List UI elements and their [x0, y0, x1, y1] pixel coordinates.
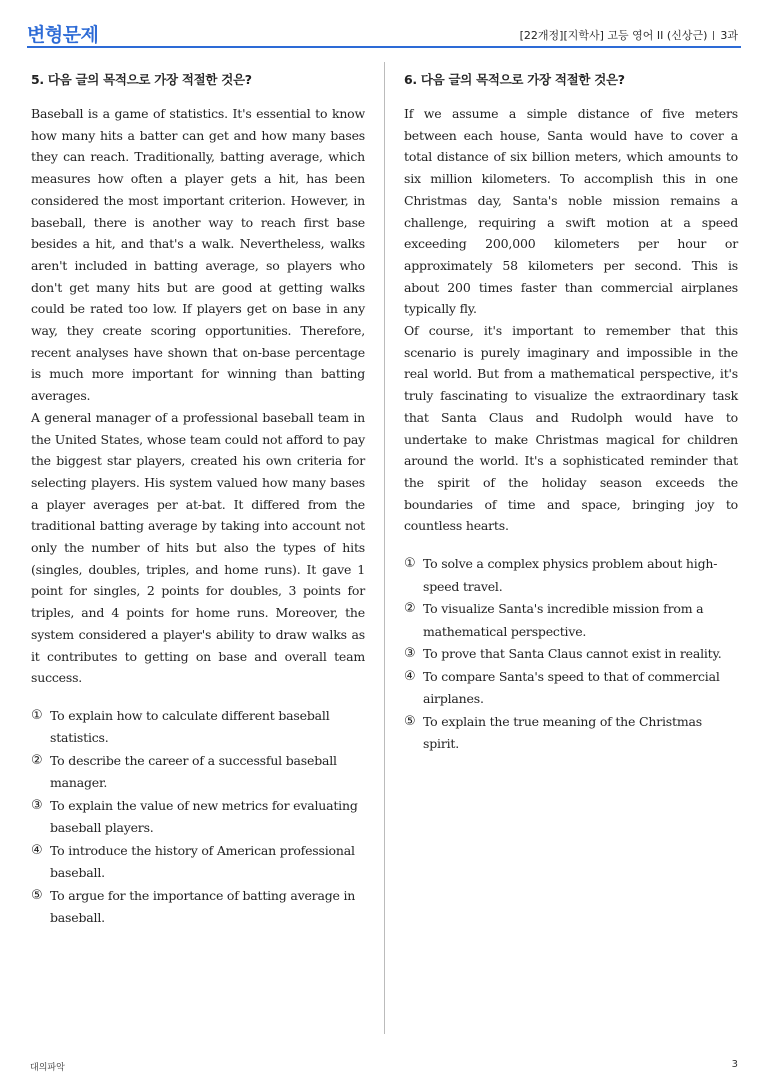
passage-paragraph: A general manager of a professional baseball team in the United States, whose team could not afford to pay the biggest star players, created his own criteria for selecting players. His system valued how many bases a player averages per at-bat. It differed from the traditional batting average by taking into account not only the number of hits but also the types of hits (singles, doubles, triples, and home runs). It gave 1 point for singles, 2 points for doubles, 3 points for triples, and 4 points for home runs. Moreover, the system considered a player's ability to draw walks as it contributes to getting on base and overall team success.: [31, 409, 365, 686]
choice-text: To describe the career of a successful baseball manager.: [50, 752, 337, 791]
choice-number: ④: [404, 668, 416, 684]
answer-choice[interactable]: [404, 598, 738, 643]
lesson-number: 3과: [720, 29, 738, 42]
passage-paragraph: Of course, it's important to remember that this scenario is purely imaginary and impossible in the real world. But from a mathematical perspective, it's truly fascinating to visualize the extraordinary task that Santa Claus and Rudolph would have to undertake to make Christmas magical for children around the world. It's a sophisticated reminder that the spirit of the holiday season exceeds the boundaries of time and space, bringing joy to countless hearts.: [404, 323, 738, 534]
textbook-info: [22개정][지학사] 고등 영어 II (신상근): [519, 29, 708, 42]
choice-text: To prove that Santa Claus cannot exist in reality.: [423, 646, 722, 662]
choice-text: To compare Santa's speed to that of commercial airplanes.: [423, 668, 720, 707]
choice-number: ④: [31, 842, 43, 858]
page-number: 3: [731, 1059, 738, 1070]
passage-paragraph: Baseball is a game of statistics. It's essential to know how many hits a batter can get and how many bases they can reach. Traditionally, batting average, which measures how often a player gets a hit, has been considered the most important criterion. However, in baseball, there is another way to reach first base besides a hit, and that's a walk. Nevertheless, walks aren't included in batting average, so players who don't get many hits but are good at getting walks could be rated too low. If players get on base in any way, they create scoring opportunities. Therefore, recent analyses have shown that on-base percentage is much more important for winning than batting averages.: [31, 106, 365, 404]
answer-choice[interactable]: [31, 840, 365, 885]
footer-category: 대의파악: [30, 1063, 65, 1073]
answer-choice[interactable]: [404, 666, 738, 711]
question-6: [404, 70, 738, 756]
choice-number: ②: [31, 752, 43, 768]
page-header-meta: [520, 27, 738, 43]
question-5-title: 5. 다음 글의 목적으로 가장 적절한 것은?: [31, 72, 252, 87]
answer-choice[interactable]: [404, 711, 738, 756]
page-header-title: 변형문제: [27, 24, 99, 46]
question-5-passage: [31, 103, 365, 689]
choice-text: To visualize Santa's incredible mission from a mathematical perspective.: [423, 601, 704, 639]
question-5-choices: [31, 705, 365, 930]
answer-choice[interactable]: [31, 705, 365, 750]
choice-text: To explain how to calculate different baseball statistics.: [50, 707, 330, 746]
answer-choice[interactable]: [31, 750, 365, 795]
answer-choice[interactable]: [31, 885, 365, 930]
choice-number: ⑤: [31, 887, 43, 903]
choice-text: To solve a complex physics problem about high-speed travel.: [423, 556, 718, 594]
choice-text: To argue for the importance of batting average in baseball.: [50, 887, 356, 926]
question-5: [31, 70, 365, 930]
choice-text: To introduce the history of American professional baseball.: [50, 842, 355, 881]
choice-number: ③: [31, 797, 43, 813]
header-separator: [713, 31, 714, 40]
choice-number: ①: [404, 556, 416, 572]
passage-paragraph: If we assume a simple distance of five meters between each house, Santa would have to cover a total distance of six billion meters, which amounts to six million kilometers. To accomplish this in one Christmas day, Santa's noble mission remains a challenge, requiring a swift motion at a speed exceeding 200,000 kilometers per hour or approximately 58 kilometers per second. This is about 200 times faster than commercial airplanes typically fly.: [404, 106, 738, 317]
answer-choice[interactable]: [404, 553, 738, 598]
answer-choice[interactable]: [404, 643, 738, 666]
column-divider: [384, 62, 385, 1034]
answer-choice[interactable]: [31, 795, 365, 840]
header-rule: [27, 46, 741, 48]
question-6-passage: [404, 103, 738, 537]
choice-number: ⑤: [404, 713, 416, 729]
choice-number: ①: [31, 707, 43, 723]
question-6-choices: [404, 553, 738, 756]
choice-text: To explain the true meaning of the Christmas spirit.: [423, 713, 702, 752]
choice-number: ②: [404, 601, 416, 617]
question-6-title: 6. 다음 글의 목적으로 가장 적절한 것은?: [404, 72, 625, 87]
choice-number: ③: [404, 646, 416, 662]
choice-text: To explain the value of new metrics for evaluating baseball players.: [50, 797, 358, 836]
